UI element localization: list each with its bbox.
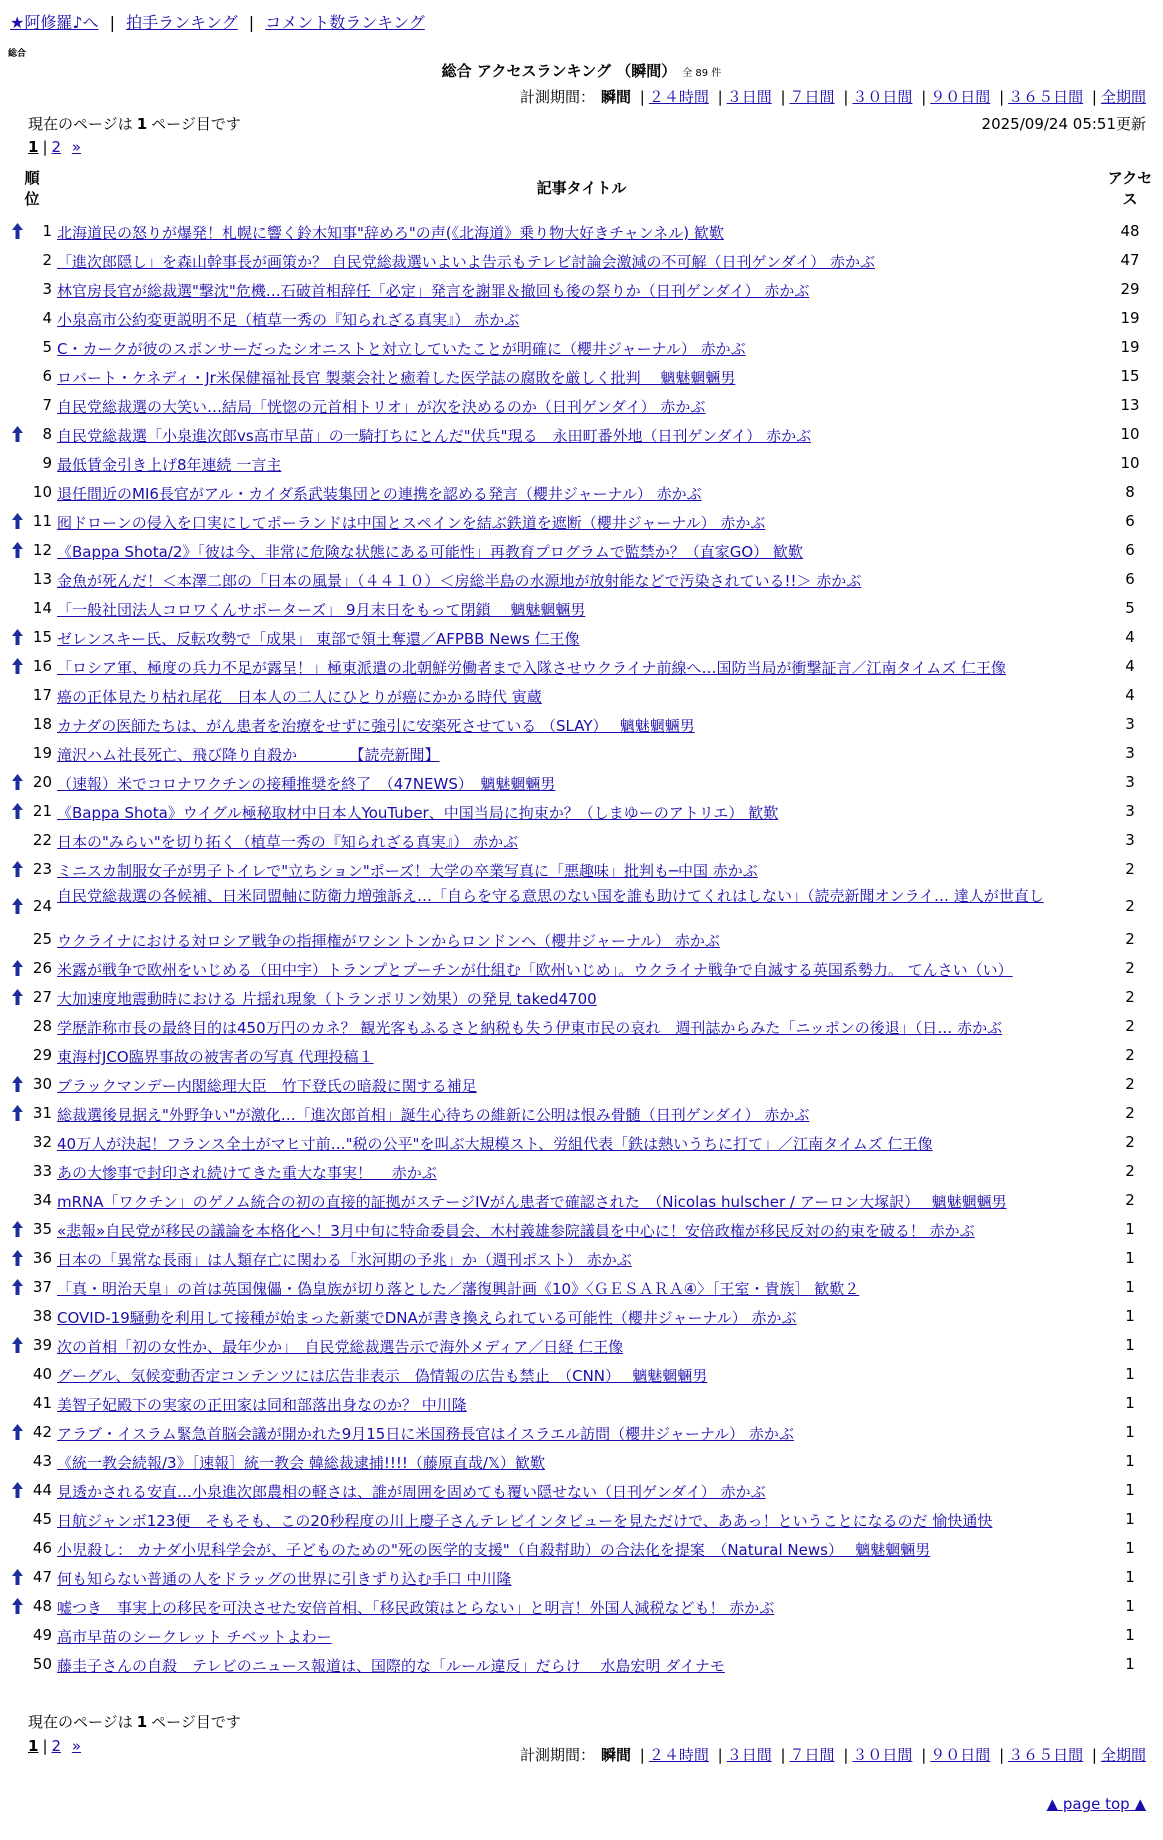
- period-24h-link[interactable]: ２４時間: [648, 88, 709, 106]
- article-title-link[interactable]: 総裁選後見据え"外野争い"が激化…「進次郎首相」誕生心待ちの維新に公明は恨み骨髄（日刊ゲンダイ） 赤かぶ: [57, 1106, 810, 1124]
- rank-up-arrow-icon: [11, 860, 24, 878]
- article-title-link[interactable]: 最低賃金引き上げ8年連続 一言主: [57, 456, 282, 474]
- ranking-row: [0, 653, 1163, 682]
- ranking-row: [0, 1622, 1163, 1651]
- period-separator: |: [921, 88, 927, 106]
- rank-up-arrow-icon: [11, 1423, 24, 1441]
- rank-up-arrow-icon: [11, 1568, 24, 1586]
- period-separator: |: [717, 1746, 723, 1764]
- article-title-link[interactable]: （速報）米でコロナワクチンの接種推奨を終了 （47NEWS） 魑魅魍魎男: [57, 775, 556, 793]
- category-label: 総合: [8, 49, 27, 59]
- rank-up-arrow-icon: [11, 773, 24, 791]
- ranking-row: [0, 769, 1163, 798]
- access-count: 2: [1125, 988, 1135, 1006]
- rank-number: 26: [32, 959, 52, 977]
- ranking-row: [0, 856, 1163, 885]
- article-title-link[interactable]: 次の首相「初の女性か、最年少か」 自民党総裁選告示で海外メディア／日経 仁王像: [57, 1338, 624, 1356]
- access-count: 1: [1125, 1365, 1135, 1383]
- ranking-title: 総合 アクセスランキング （瞬間）: [441, 62, 677, 80]
- article-title-link[interactable]: 林官房長官が総裁選"撃沈"危機…石破首相辞任「必定」発言を謝罪＆撤回も後の祭りか（日刊ゲンダイ） 赤かぶ: [57, 282, 810, 300]
- period-separator: |: [999, 1746, 1005, 1764]
- article-title-link[interactable]: 日航ジャンボ123便 そもそも、この20秒程度の川上慶子さんテレビインタビューを見ただけで、ああっ！ということになるのだ 愉快通快: [57, 1512, 993, 1530]
- ranking-row: [0, 1187, 1163, 1216]
- period-365d-link[interactable]: ３６５日間: [1008, 88, 1084, 106]
- period-3d-link[interactable]: ３日間: [726, 1746, 772, 1764]
- access-count: 2: [1125, 1104, 1135, 1122]
- period-90d-link[interactable]: ９０日間: [930, 1746, 991, 1764]
- rank-number: 22: [32, 831, 52, 849]
- article-title-link[interactable]: 自民党総裁選「小泉進次郎vs高市早苗」の一騎打ちにとんだ"伏兵"現る 永田町番外地（日刊ゲンダイ） 赤かぶ: [57, 427, 812, 445]
- ranking-row: [0, 885, 1163, 926]
- home-link[interactable]: ★阿修羅♪へ: [10, 13, 99, 32]
- access-count: 2: [1125, 1191, 1135, 1209]
- nav-separator: |: [248, 13, 255, 32]
- article-title-link[interactable]: 日本の"みらい"を切り拓く（植草一秀の『知られざる真実』） 赤かぶ: [57, 833, 519, 851]
- ranking-row: [0, 1390, 1163, 1419]
- article-title-link[interactable]: 囮ドローンの侵入を口実にしてポーランドは中国とスペインを結ぶ鉄道を遮断（櫻井ジャーナル） 赤かぶ: [57, 514, 766, 532]
- rank-up-arrow-icon: [11, 1220, 24, 1238]
- access-count: 2: [1125, 860, 1135, 878]
- rank-number: 12: [32, 541, 52, 559]
- article-title-link[interactable]: 藤圭子さんの自殺 テレビのニュース報道は、国際的な「ルール違反」だらけ 水島宏明 ダイナモ: [57, 1657, 725, 1675]
- access-count: 10: [1120, 425, 1140, 443]
- ranking-row: [0, 537, 1163, 566]
- access-count: 10: [1120, 454, 1140, 472]
- rank-number: 16: [32, 657, 52, 675]
- period-7d-link[interactable]: ７日間: [789, 88, 835, 106]
- period-separator: |: [999, 88, 1005, 106]
- header-rank: 順位: [24, 169, 40, 208]
- period-separator: |: [921, 1746, 927, 1764]
- rank-number: 17: [32, 686, 52, 704]
- ranking-row: [0, 798, 1163, 827]
- period-30d-link[interactable]: ３０日間: [852, 1746, 913, 1764]
- article-title-link[interactable]: 40万人が決起！フランス全土がマヒ寸前…"税の公平"を叫ぶ大規模スト、労組代表「鉄は熱いうちに打て」／江南タイムズ 仁王像: [57, 1135, 933, 1153]
- pager-separator: |: [42, 138, 48, 156]
- ranking-row: [0, 305, 1163, 334]
- rank-number: 35: [32, 1220, 52, 1238]
- article-title-link[interactable]: 「一般社団法人コロワくんサポーターズ」 9月末日をもって閉鎖 魑魅魍魎男: [57, 601, 586, 619]
- rank-up-arrow-icon: [11, 1336, 24, 1354]
- period-separator: |: [639, 88, 645, 106]
- article-title-link[interactable]: 《Bappa Shota》ウイグル極秘取材中日本人YouTuber、中国当局に拘束か？（しまゆーのアトリエ） 歓歎: [57, 804, 779, 822]
- ranking-table: [0, 218, 1163, 1680]
- page-info-suffix: ページ目です: [151, 1713, 241, 1731]
- access-count: 4: [1125, 686, 1135, 704]
- rank-number: 13: [32, 570, 52, 588]
- page-info-bottom: [28, 1711, 241, 1732]
- rank-number: 14: [32, 599, 52, 617]
- access-count: 47: [1120, 251, 1140, 269]
- pager-next-link[interactable]: »: [71, 138, 82, 156]
- rank-number: 21: [32, 802, 52, 820]
- access-count: 6: [1125, 570, 1135, 588]
- rank-number: 24: [32, 897, 52, 915]
- updated-timestamp: 2025/09/24 05:51更新: [981, 115, 1146, 133]
- access-count: 13: [1120, 396, 1140, 414]
- ranking-row: [0, 392, 1163, 421]
- article-title-link[interactable]: 何も知らない普通の人をドラッグの世界に引きずり込む手口 中川隆: [57, 1570, 512, 1588]
- top-nav: [10, 10, 425, 33]
- article-title-link[interactable]: 「進次郎隠し」を森山幹事長が画策か？ 自民党総裁選いよいよ告示もテレビ討論会激減の不可解（日刊ゲンダイ） 赤かぶ: [57, 253, 876, 271]
- ranking-row: [0, 740, 1163, 769]
- access-count: 1: [1125, 1626, 1135, 1644]
- ranking-row: [0, 1100, 1163, 1129]
- rank-up-arrow-icon: [11, 959, 24, 977]
- ranking-row: [0, 1216, 1163, 1245]
- access-count: 5: [1125, 599, 1135, 617]
- pager-top: [28, 138, 81, 156]
- access-count: 2: [1125, 1046, 1135, 1064]
- rank-up-arrow-icon: [11, 657, 24, 675]
- access-count: 2: [1125, 1075, 1135, 1093]
- rank-number: 29: [32, 1046, 52, 1064]
- period-separator: |: [780, 1746, 786, 1764]
- period-separator: |: [1091, 1746, 1097, 1764]
- rank-number: 32: [32, 1133, 52, 1151]
- article-title-link[interactable]: 《Bappa Shota/2》「彼は今、非常に危険な状態にある可能性」再教育プログラムで監禁か？（直家GO） 歓歎: [57, 543, 803, 561]
- access-count: 1: [1125, 1394, 1135, 1412]
- ranking-row: [0, 624, 1163, 653]
- article-title-link[interactable]: 《統一教会続報/3》［速報］統一教会 韓総裁逮捕!!!!（藤原直哉/𝕏）歓歎: [57, 1454, 546, 1472]
- access-count: 29: [1120, 280, 1140, 298]
- page-info-prefix: 現在のページは: [28, 1713, 133, 1731]
- total-count: 全 89 件: [682, 68, 722, 79]
- access-count: 1: [1125, 1452, 1135, 1470]
- rank-number: 10: [32, 483, 52, 501]
- rank-number: 9: [42, 454, 52, 472]
- article-title-link[interactable]: 自民党総裁選の各候補、日米同盟軸に防衛力増強訴え…「自らを守る意思のない国を誰も助けてくれはしない」（読売新聞オンライ… 達人が世直し: [57, 887, 1044, 905]
- rank-number: 50: [32, 1655, 52, 1673]
- period-selector-bottom: [520, 1744, 1146, 1765]
- ranking-row: [0, 1274, 1163, 1303]
- ranking-row: [0, 1129, 1163, 1158]
- article-title-link[interactable]: 癌の正体見たり枯れ尾花 日本人の二人にひとりが癌にかかる時代 寅蔵: [57, 688, 542, 706]
- access-count: 1: [1125, 1307, 1135, 1325]
- access-count: 2: [1125, 930, 1135, 948]
- rank-number: 2: [42, 251, 52, 269]
- rank-up-arrow-icon: [11, 628, 24, 646]
- period-24h-link[interactable]: ２４時間: [648, 1746, 709, 1764]
- period-separator: |: [717, 88, 723, 106]
- article-title-link[interactable]: 学歴詐称市長の最終目的は450万円のカネ？ 観光客もふるさと納税も失う伊東市民の哀れ 週刊誌からみた「ニッポンの後退」（日… 赤かぶ: [57, 1019, 1003, 1037]
- ranking-row: [0, 1245, 1163, 1274]
- period-separator: |: [780, 88, 786, 106]
- access-count: 6: [1125, 541, 1135, 559]
- page-info-suffix: ページ目です: [151, 115, 241, 133]
- ranking-row: [0, 450, 1163, 479]
- access-count: 8: [1125, 483, 1135, 501]
- rank-up-arrow-icon: [11, 988, 24, 1006]
- article-title-link[interactable]: 自民党総裁選の大笑い…結局「恍惚の元首相トリオ」が次を決めるのか（日刊ゲンダイ） 赤かぶ: [57, 398, 706, 416]
- rank-up-arrow-icon: [11, 1075, 24, 1093]
- ranking-row: [0, 1448, 1163, 1477]
- article-title-link[interactable]: あの大惨事で封印され続けてきた重大な事実！ 赤かぶ: [57, 1164, 437, 1182]
- rank-up-arrow-icon: [11, 1481, 24, 1499]
- article-title-link[interactable]: 小児殺し： カナダ小児科学会が、子どものための"死の医学的支援"（自殺幇助）の合法化を提案 （Natural News） 魑魅魍魎男: [57, 1541, 931, 1559]
- period-current: 瞬間: [600, 1746, 631, 1764]
- article-title-link[interactable]: 「ロシア軍、極度の兵力不足が露呈！」極東派遣の北朝鮮労働者まで入隊させウクライナ前線へ…国防当局が衝撃証言／江南タイムズ 仁王像: [57, 659, 1007, 677]
- ranking-row: [0, 1651, 1163, 1680]
- access-count: 1: [1125, 1510, 1135, 1528]
- access-count: 1: [1125, 1278, 1135, 1296]
- rank-number: 40: [32, 1365, 52, 1383]
- ranking-row: [0, 1419, 1163, 1448]
- access-count: 2: [1125, 1133, 1135, 1151]
- period-30d-link[interactable]: ３０日間: [852, 88, 913, 106]
- access-count: 1: [1125, 1655, 1135, 1673]
- ranking-row: [0, 1593, 1163, 1622]
- pager-current: 1: [28, 1737, 39, 1755]
- access-count: 3: [1125, 773, 1135, 791]
- period-separator: |: [843, 1746, 849, 1764]
- clap-ranking-link[interactable]: 拍手ランキング: [126, 13, 238, 32]
- article-title-link[interactable]: 嘘つき 事実上の移民を可決させた安倍首相、「移民政策はとらない」と明言！外国人減税なども！ 赤かぶ: [57, 1599, 775, 1617]
- rank-number: 33: [32, 1162, 52, 1180]
- ranking-row: [0, 276, 1163, 305]
- rank-up-arrow-icon: [11, 1104, 24, 1122]
- ranking-row: [0, 479, 1163, 508]
- ranking-row: [0, 1042, 1163, 1071]
- access-count: 48: [1120, 222, 1140, 240]
- rank-number: 43: [32, 1452, 52, 1470]
- article-title-link[interactable]: 美智子妃殿下の実家の正田家は同和部落出身なのか？ 中川隆: [57, 1396, 467, 1414]
- period-365d-link[interactable]: ３６５日間: [1008, 1746, 1084, 1764]
- access-count: 6: [1125, 512, 1135, 530]
- rank-number: 46: [32, 1539, 52, 1557]
- rank-up-arrow-icon: [11, 425, 24, 443]
- rank-number: 36: [32, 1249, 52, 1267]
- period-all-link[interactable]: 全期間: [1100, 88, 1146, 106]
- ranking-row: [0, 1477, 1163, 1506]
- rank-up-arrow-icon: [11, 541, 24, 559]
- period-separator: |: [843, 88, 849, 106]
- rank-number: 15: [32, 628, 52, 646]
- period-90d-link[interactable]: ９０日間: [930, 88, 991, 106]
- ranking-row: [0, 363, 1163, 392]
- access-count: 1: [1125, 1568, 1135, 1586]
- rank-number: 20: [32, 773, 52, 791]
- article-title-link[interactable]: 金魚が死んだ！＜本澤二郎の「日本の風景」（４４１０）＜房総半島の水源地が放射能などで汚染されている!!＞ 赤かぶ: [57, 572, 862, 590]
- nav-separator: |: [109, 13, 116, 32]
- header-title: 記事タイトル: [536, 179, 627, 197]
- period-selector-top: [520, 86, 1146, 107]
- rank-number: 4: [42, 309, 52, 327]
- rank-number: 31: [32, 1104, 52, 1122]
- article-title-link[interactable]: ミニスカ制服女子が男子トイレで"立ちション"ポーズ！大学の卒業写真に「悪趣味」批判も─中国 赤かぶ: [57, 862, 758, 880]
- period-separator: |: [1091, 88, 1097, 106]
- ranking-row: [0, 566, 1163, 595]
- article-title-link[interactable]: ブラックマンデー内閣総理大臣 竹下登氏の暗殺に関する補足: [57, 1077, 477, 1095]
- pager-bottom: [28, 1737, 81, 1755]
- article-title-link[interactable]: 米露が戦争で欧州をいじめる（田中宇）トランプとプーチンが仕組む「欧州いじめ」。ウクライナ戦争で自滅する英国系勢力。 てんさい（い）: [57, 961, 1013, 979]
- ranking-row: [0, 334, 1163, 363]
- ranking-row: [0, 508, 1163, 537]
- rank-number: 47: [32, 1568, 52, 1586]
- rank-number: 1: [42, 222, 52, 240]
- rank-number: 39: [32, 1336, 52, 1354]
- article-title-link[interactable]: 「真・明治天皇」の首は英国傀儡・偽皇族が切り落とした／藩復興計画《10》〈ＧＥＳＡＲＡ④〉［王室・貴族］ 歓歎２: [57, 1280, 860, 1298]
- rank-up-arrow-icon: [11, 1249, 24, 1267]
- access-count: 1: [1125, 1249, 1135, 1267]
- rank-number: 8: [42, 425, 52, 443]
- period-separator: |: [639, 1746, 645, 1764]
- article-title-link[interactable]: mRNA「ワクチン」のゲノム統合の初の直接的証拠がステージIVがん患者で確認された （Nicolas hulscher / アーロン大塚訳） 魑魅魍魎男: [57, 1193, 1007, 1211]
- rank-number: 19: [32, 744, 52, 762]
- pager-current: 1: [28, 138, 39, 156]
- comment-ranking-link[interactable]: コメント数ランキング: [265, 13, 425, 32]
- access-count: 2: [1125, 1017, 1135, 1035]
- rank-number: 48: [32, 1597, 52, 1615]
- rank-number: 27: [32, 988, 52, 1006]
- rank-number: 28: [32, 1017, 52, 1035]
- ranking-row: [0, 1332, 1163, 1361]
- pager-page-2-link[interactable]: 2: [51, 138, 62, 156]
- rank-number: 7: [42, 396, 52, 414]
- ranking-row: [0, 421, 1163, 450]
- ranking-row: [0, 1564, 1163, 1593]
- article-title-link[interactable]: C・カークが彼のスポンサーだったシオニストと対立していたことが明確に（櫻井ジャーナル） 赤かぶ: [57, 340, 746, 358]
- ranking-row: [0, 926, 1163, 955]
- ranking-row: [0, 682, 1163, 711]
- rank-number: 30: [32, 1075, 52, 1093]
- rank-number: 44: [32, 1481, 52, 1499]
- rank-number: 25: [32, 930, 52, 948]
- article-title-link[interactable]: ゼレンスキー氏、反転攻勢で「成果」 東部で領土奪還／AFPBB News 仁王像: [57, 630, 580, 648]
- article-title-link[interactable]: ウクライナにおける対ロシア戦争の指揮権がワシントンからロンドンへ（櫻井ジャーナル） 赤かぶ: [57, 932, 720, 950]
- rank-number: 45: [32, 1510, 52, 1528]
- article-title-link[interactable]: カナダの医師たちは、がん患者を治療をせずに強引に安楽死させている （SLAY） 魑魅魍魎男: [57, 717, 695, 735]
- ranking-row: [0, 1071, 1163, 1100]
- header-access: アクセス: [1107, 169, 1153, 208]
- access-count: 15: [1120, 367, 1140, 385]
- article-title-link[interactable]: アラブ・イスラム緊急首脳会議が開かれた9月15日に米国務長官はイスラエル訪問（櫻井ジャーナル） 赤かぶ: [57, 1425, 794, 1443]
- article-title-link[interactable]: ロバート・ケネディ・Jr米保健福祉長官 製薬会社と癒着した医学誌の腐敗を厳しく批判 魑魅魍魎男: [57, 369, 736, 387]
- ranking-row: [0, 1535, 1163, 1564]
- rank-up-arrow-icon: [11, 897, 24, 915]
- article-title-link[interactable]: 大加速度地震動時における 片揺れ現象（トランポリン効果）の発見 taked4700: [57, 990, 597, 1008]
- article-title-link[interactable]: 北海道民の怒りが爆発！札幌に響く鈴木知事"辞めろ"の声(《北海道》乗り物大好きチャンネル) 歓歎: [57, 224, 724, 242]
- article-title-link[interactable]: グーグル、気候変動否定コンテンツには広告非表示 偽情報の広告も禁止 （CNN） 魑魅魍魎男: [57, 1367, 708, 1385]
- access-count: 19: [1120, 309, 1140, 327]
- page-top-link[interactable]: ▲ page top ▲: [1046, 1795, 1146, 1813]
- period-label: 計測期間：: [519, 1746, 595, 1764]
- ranking-row: [0, 1506, 1163, 1535]
- rank-number: 3: [42, 280, 52, 298]
- rank-number: 41: [32, 1394, 52, 1412]
- access-count: 4: [1125, 628, 1135, 646]
- rank-number: 11: [32, 512, 52, 530]
- period-3d-link[interactable]: ３日間: [726, 88, 772, 106]
- ranking-row: [0, 955, 1163, 984]
- access-count: 19: [1120, 338, 1140, 356]
- rank-number: 5: [42, 338, 52, 356]
- rank-number: 38: [32, 1307, 52, 1325]
- access-count: 4: [1125, 657, 1135, 675]
- article-title-link[interactable]: 小泉高市公約変更説明不足（植草一秀の『知られざる真実』） 赤かぶ: [57, 311, 520, 329]
- rank-number: 42: [32, 1423, 52, 1441]
- access-count: 2: [1125, 959, 1135, 977]
- ranking-row: [0, 827, 1163, 856]
- rank-up-arrow-icon: [11, 1278, 24, 1296]
- article-title-link[interactable]: 退任間近のMI6長官がアル・カイダ系武装集団との連携を認める発言（櫻井ジャーナル） 赤かぶ: [57, 485, 702, 503]
- period-label: 計測期間：: [519, 88, 595, 106]
- access-count: 1: [1125, 1539, 1135, 1557]
- access-count: 1: [1125, 1597, 1135, 1615]
- period-all-link[interactable]: 全期間: [1100, 1746, 1146, 1764]
- article-title-link[interactable]: 東海村JCO臨界事故の被害者の写真 代理投稿１: [57, 1048, 374, 1066]
- pager-separator: |: [42, 1737, 48, 1755]
- page-info-top: [28, 113, 241, 134]
- period-7d-link[interactable]: ７日間: [789, 1746, 835, 1764]
- page-info-number: 1: [136, 115, 148, 133]
- article-title-link[interactable]: 見透かされる安直…小泉進次郎農相の軽さは、誰が周囲を固めても覆い隠せない（日刊ゲンダイ） 赤かぶ: [57, 1483, 766, 1501]
- access-count: 3: [1125, 831, 1135, 849]
- access-count: 2: [1125, 897, 1135, 915]
- rank-number: 34: [32, 1191, 52, 1209]
- page-info-number: 1: [136, 1713, 148, 1731]
- ranking-row: [0, 1303, 1163, 1332]
- rank-up-arrow-icon: [11, 1597, 24, 1615]
- access-count: 3: [1125, 744, 1135, 762]
- page-info-prefix: 現在のページは: [28, 115, 133, 133]
- ranking-row: [0, 1361, 1163, 1390]
- rank-number: 6: [42, 367, 52, 385]
- ranking-row: [0, 1013, 1163, 1042]
- page-title: [0, 60, 1163, 81]
- access-count: 3: [1125, 715, 1135, 733]
- rank-number: 23: [32, 860, 52, 878]
- ranking-row: [0, 218, 1163, 247]
- rank-up-arrow-icon: [11, 222, 24, 240]
- ranking-row: [0, 595, 1163, 624]
- article-title-link[interactable]: COVID-19騒動を利用して接種が始まった新薬でDNAが書き換えられている可能性（櫻井ジャーナル） 赤かぶ: [57, 1309, 797, 1327]
- access-count: 1: [1125, 1220, 1135, 1238]
- rank-up-arrow-icon: [11, 802, 24, 820]
- ranking-row: [0, 984, 1163, 1013]
- pager-page-2-link[interactable]: 2: [51, 1737, 62, 1755]
- period-current: 瞬間: [600, 88, 631, 106]
- article-title-link[interactable]: 高市早苗のシークレット チベットよわー: [57, 1628, 332, 1646]
- access-count: 3: [1125, 802, 1135, 820]
- pager-next-link[interactable]: »: [71, 1737, 82, 1755]
- article-title-link[interactable]: 日本の「異常な長雨」は人類存亡に関わる「氷河期の予兆」か（週刊ポスト） 赤かぶ: [57, 1251, 632, 1269]
- rank-number: 49: [32, 1626, 52, 1644]
- rank-up-arrow-icon: [11, 512, 24, 530]
- rank-number: 37: [32, 1278, 52, 1296]
- access-count: 1: [1125, 1423, 1135, 1441]
- ranking-row: [0, 247, 1163, 276]
- article-title-link[interactable]: «悲報»自民党が移民の議論を本格化へ！3月中旬に特命委員会、木村義雄参院議員を中心に！安倍政権が移民反対の約束を破る！ 赤かぶ: [57, 1222, 975, 1240]
- access-count: 2: [1125, 1162, 1135, 1180]
- access-count: 1: [1125, 1336, 1135, 1354]
- article-title-link[interactable]: 滝沢ハム社長死亡、飛び降り自殺か 【読売新聞】: [57, 746, 440, 764]
- ranking-row: [0, 711, 1163, 740]
- ranking-row: [0, 1158, 1163, 1187]
- rank-number: 18: [32, 715, 52, 733]
- access-count: 1: [1125, 1481, 1135, 1499]
